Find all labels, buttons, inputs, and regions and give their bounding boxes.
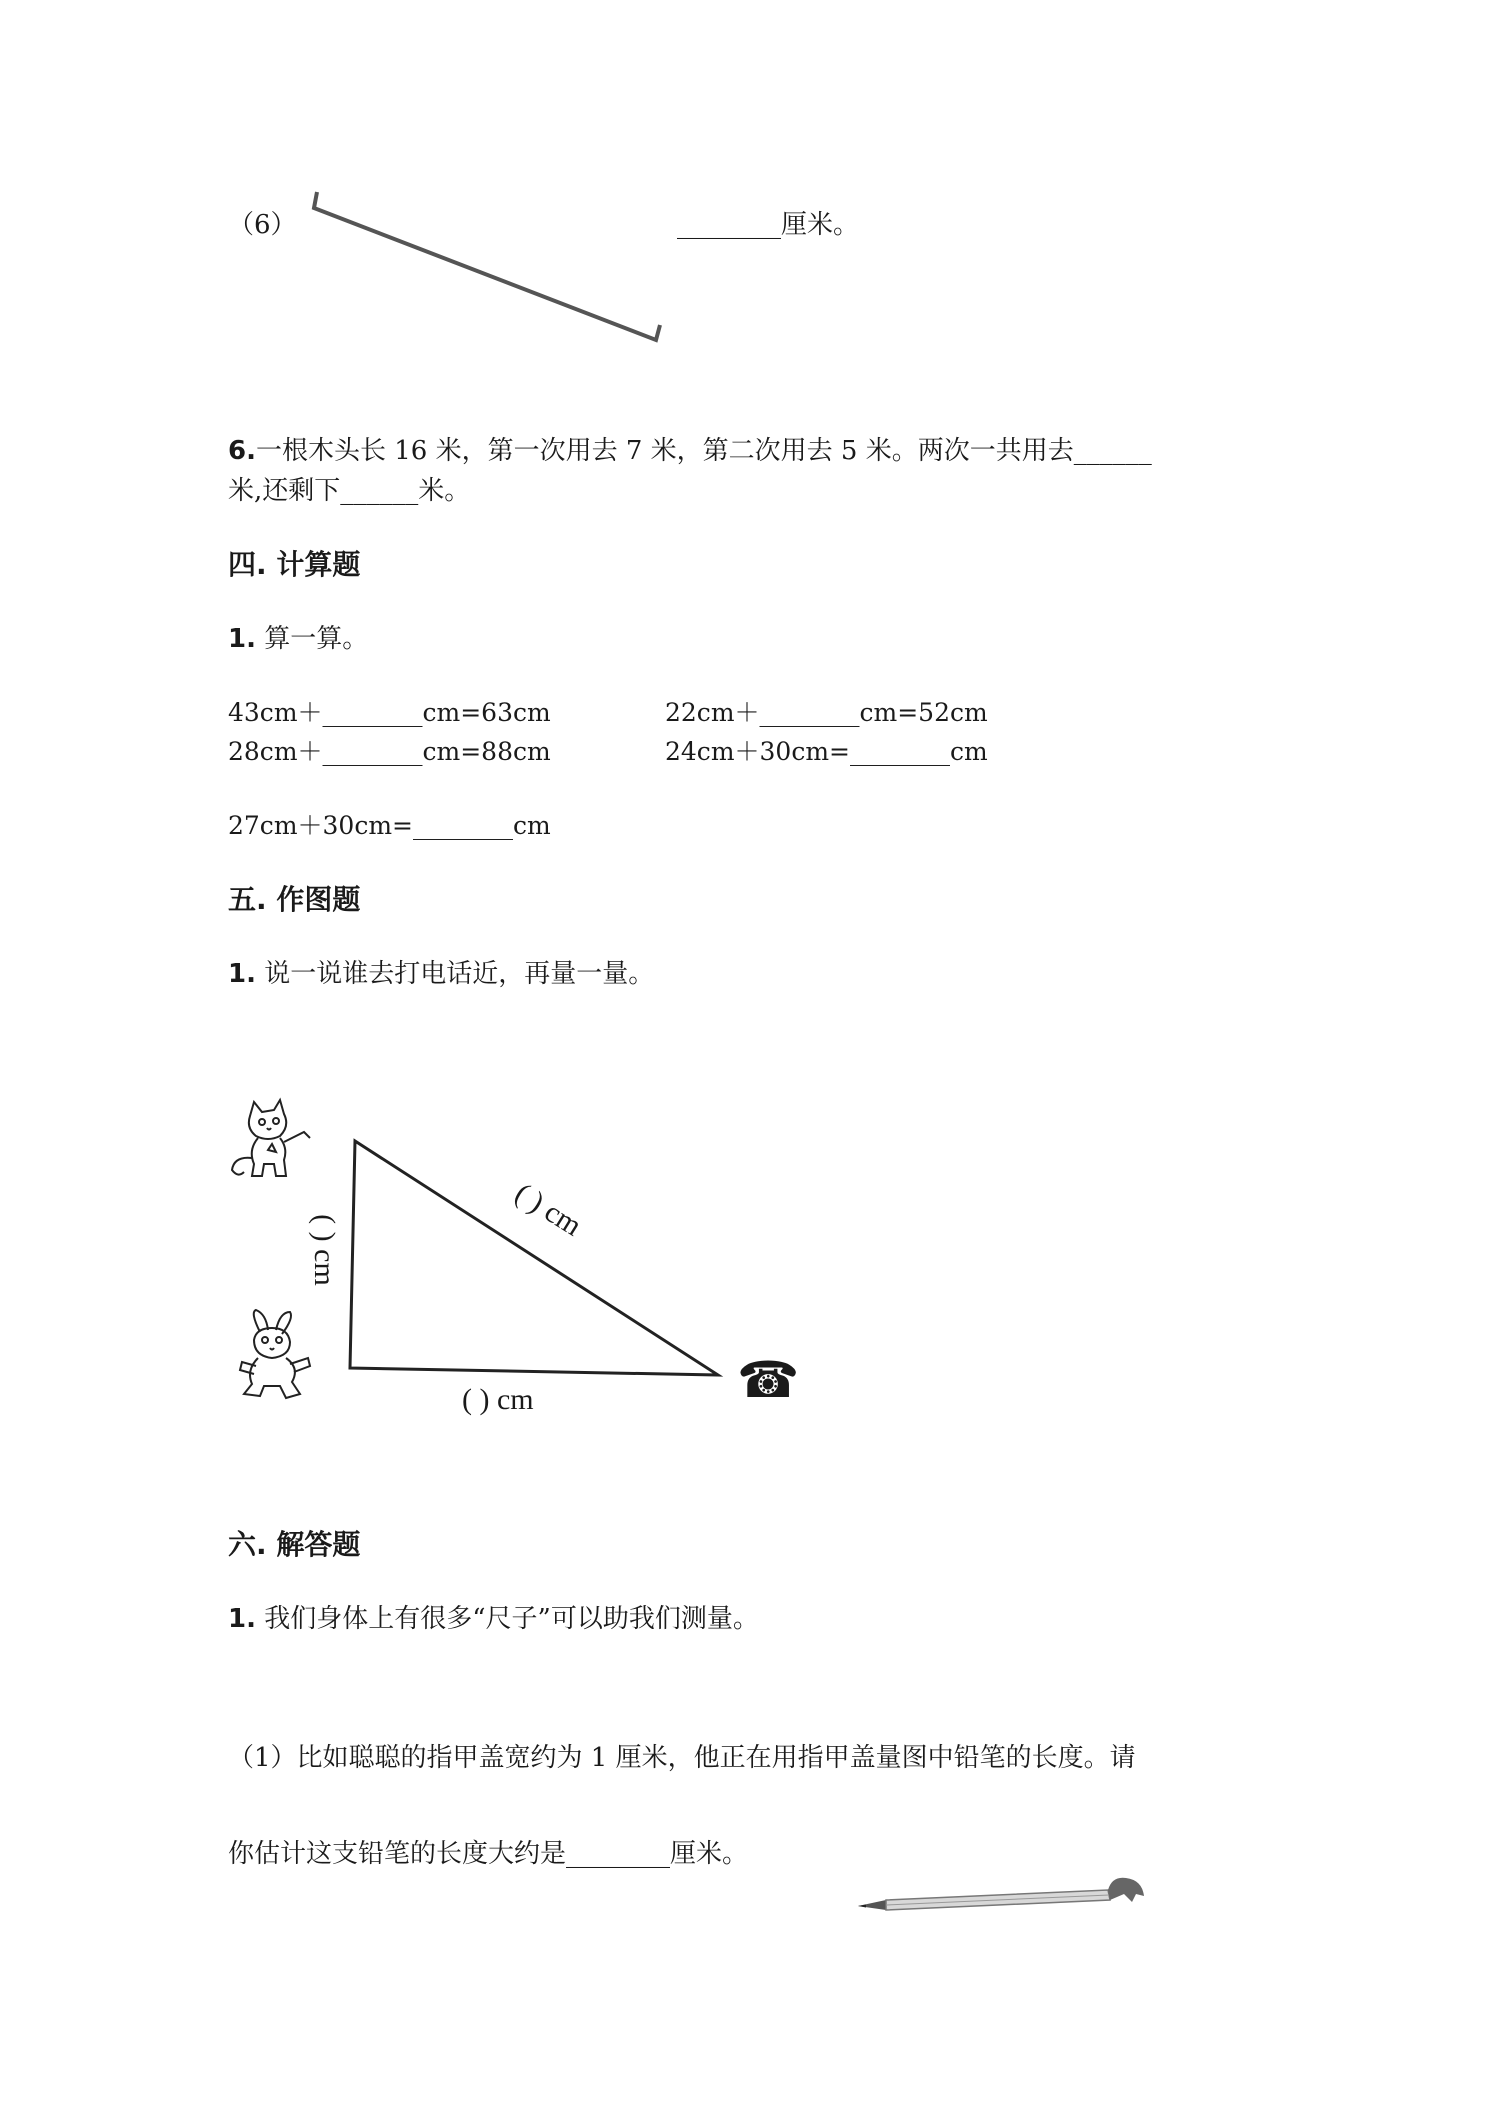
measure-item-label: （6） <box>228 210 297 240</box>
calc-item-1[interactable]: 43cm＋________cm=63cm <box>228 698 551 727</box>
rabbit-icon <box>236 1310 314 1402</box>
section-5-title: 五. 作图题 <box>228 883 361 916</box>
section-5-question-1: 1. 说一说谁去打电话近，再量一量。 <box>228 959 655 989</box>
telephone-icon: ☎ <box>737 1351 800 1409</box>
calc-item-4[interactable]: 24cm＋30cm=________cm <box>665 737 988 766</box>
calc-item-5[interactable]: 27cm＋30cm=________cm <box>228 811 551 840</box>
question-6-line2: 米,还剩下______米。 <box>228 476 471 506</box>
question-6-line1: 6.一根木头长 16 米，第一次用去 7 米，第二次用去 5 米。两次一共用去______ <box>228 436 1152 466</box>
pencil-icon <box>856 1870 1146 1920</box>
section-4-title: 四. 计算题 <box>228 548 361 581</box>
hypotenuse-label: ( ) cm <box>509 1176 588 1243</box>
section-6-sub-1-line2[interactable]: 你估计这支铅笔的长度大约是________厘米。 <box>228 1839 749 1869</box>
left-side-label: ( ) cm <box>308 1214 341 1286</box>
section-6-title: 六. 解答题 <box>228 1528 361 1561</box>
cat-icon <box>228 1098 318 1180</box>
measure-answer-blank[interactable]: ________厘米。 <box>677 210 860 240</box>
calc-item-3[interactable]: 28cm＋________cm=88cm <box>228 737 551 766</box>
bottom-side-label: ( ) cm <box>462 1383 534 1416</box>
section-6-sub-1-line1: （1）比如聪聪的指甲盖宽约为 1 厘米，他正在用指甲盖量图中铅笔的长度。请 <box>228 1743 1136 1773</box>
section-6-question-1: 1. 我们身体上有很多“尺子”可以助我们测量。 <box>228 1604 759 1634</box>
calc-item-2[interactable]: 22cm＋________cm=52cm <box>665 698 988 727</box>
section-4-question-1: 1. 算一算。 <box>228 624 369 654</box>
